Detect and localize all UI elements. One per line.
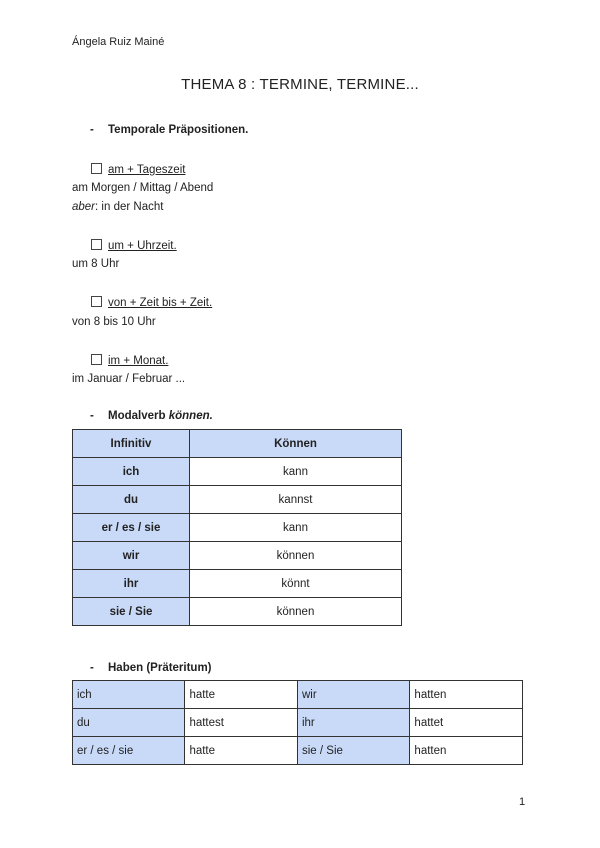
checkbox-icon <box>91 296 102 307</box>
verb-form-cell: hatten <box>410 737 523 765</box>
bullet-dash: - <box>90 410 94 422</box>
checklist-item-am <box>91 163 185 176</box>
table-row <box>73 598 402 626</box>
rule-heading: von + Zeit bis + Zeit. <box>108 297 213 309</box>
pronoun-cell: ihr <box>297 709 409 737</box>
verb-form-cell: hatte <box>185 681 298 709</box>
checkbox-icon <box>91 354 102 365</box>
author-name: Ángela Ruiz Mainé <box>72 36 165 48</box>
pronoun-cell: wir <box>297 681 409 709</box>
table-row <box>73 458 402 486</box>
section-title: Modalverb <box>108 410 169 422</box>
pronoun-cell: du <box>73 486 190 514</box>
verb-form-cell: hattet <box>410 709 523 737</box>
pronoun-cell: ich <box>73 681 185 709</box>
section-title: Haben (Präteritum) <box>108 662 212 674</box>
checkbox-icon <box>91 239 102 250</box>
checklist-item-im <box>91 354 168 367</box>
pronoun-cell: du <box>73 709 185 737</box>
pronoun-cell: er / es / sie <box>73 514 190 542</box>
aber-label: aber <box>72 201 96 213</box>
verb-form-cell: hatte <box>185 737 298 765</box>
column-header: Können <box>190 430 402 458</box>
exception-line <box>72 201 163 213</box>
table-row <box>73 709 523 737</box>
konnen-conjugation-table <box>72 429 402 626</box>
rule-heading: im + Monat. <box>108 355 169 367</box>
verb-form-cell: kann <box>190 514 402 542</box>
section-heading-prepositions <box>90 124 248 136</box>
verb-form-cell: hattest <box>185 709 298 737</box>
table-row <box>73 737 523 765</box>
bullet-dash: - <box>90 662 94 674</box>
verb-form-cell: kannst <box>190 486 402 514</box>
checklist-item-um <box>91 239 177 252</box>
column-header: Infinitiv <box>73 430 190 458</box>
example-line: von 8 bis 10 Uhr <box>72 316 156 328</box>
table-header-row <box>73 430 402 458</box>
haben-praeteritum-table <box>72 680 523 765</box>
pronoun-cell: wir <box>73 542 190 570</box>
section-heading-modalverb <box>90 410 213 422</box>
section-title-italic: können. <box>168 410 213 422</box>
page-title: THEMA 8 : TERMINE, TERMINE... <box>181 76 419 93</box>
page-number: 1 <box>519 796 526 808</box>
table-row <box>73 681 523 709</box>
verb-form-cell: kann <box>190 458 402 486</box>
table-row <box>73 542 402 570</box>
verb-form-cell: könnt <box>190 570 402 598</box>
pronoun-cell: sie / Sie <box>297 737 409 765</box>
checkbox-icon <box>91 163 102 174</box>
table-row <box>73 570 402 598</box>
pronoun-cell: ihr <box>73 570 190 598</box>
pronoun-cell: sie / Sie <box>73 598 190 626</box>
rule-heading: am + Tageszeit <box>108 164 186 176</box>
exception-text: : in der Nacht <box>95 201 164 213</box>
verb-form-cell: können <box>190 542 402 570</box>
pronoun-cell: ich <box>73 458 190 486</box>
example-line: im Januar / Februar ... <box>72 373 186 385</box>
rule-heading: um + Uhrzeit. <box>108 240 177 252</box>
example-line: um 8 Uhr <box>72 258 120 270</box>
checklist-item-von <box>91 296 212 309</box>
verb-form-cell: können <box>190 598 402 626</box>
verb-form-cell: hatten <box>410 681 523 709</box>
table-row <box>73 486 402 514</box>
section-title: Temporale Präpositionen. <box>108 124 249 136</box>
bullet-dash: - <box>90 124 94 136</box>
pronoun-cell: er / es / sie <box>73 737 185 765</box>
section-heading-haben <box>90 662 212 674</box>
example-line: am Morgen / Mittag / Abend <box>72 182 214 194</box>
table-row <box>73 514 402 542</box>
